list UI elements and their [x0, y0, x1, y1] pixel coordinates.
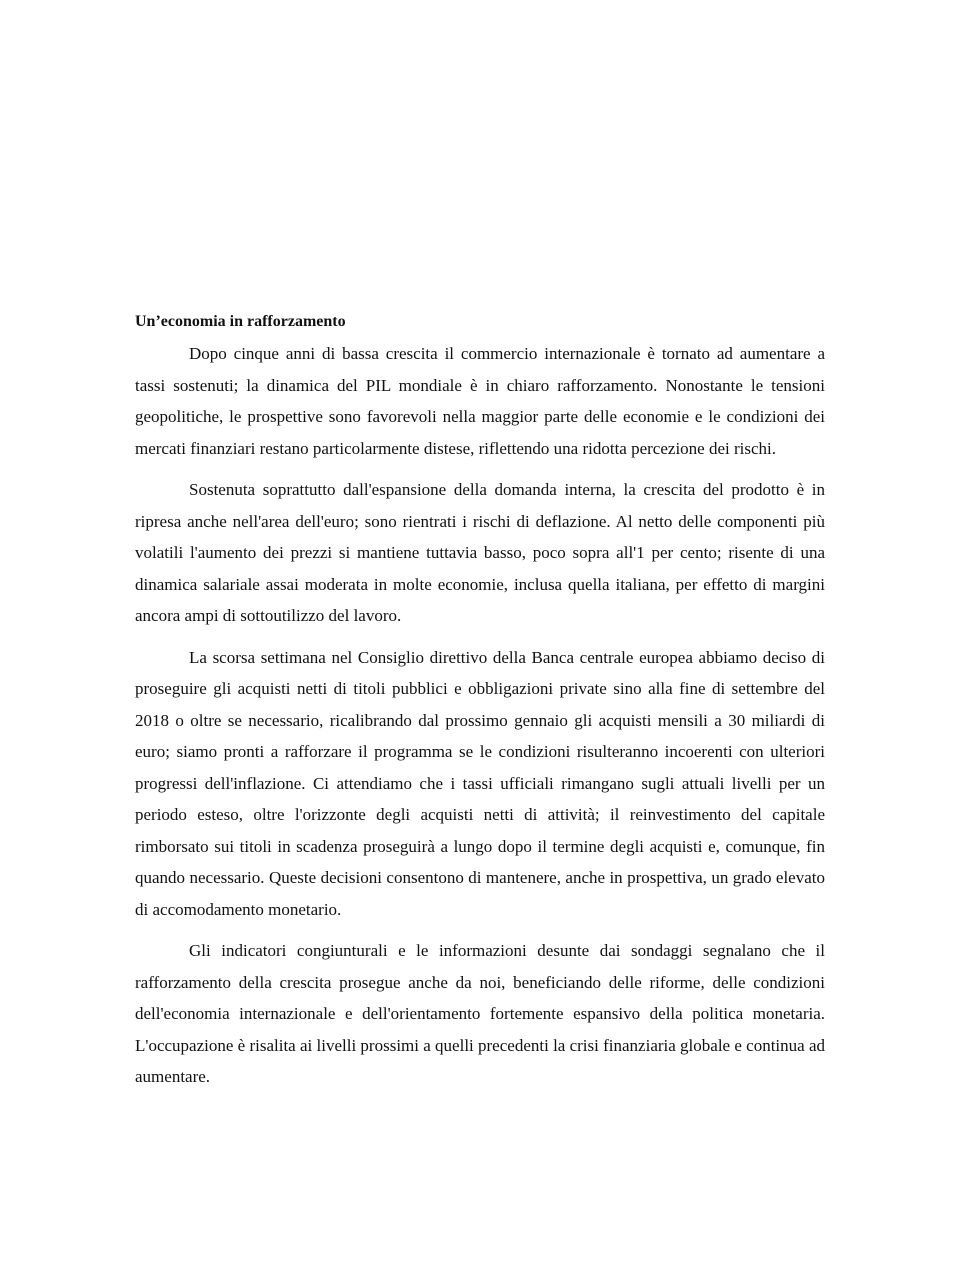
- paragraph-3: La scorsa settimana nel Consiglio direttivo della Banca centrale europea abbiamo deciso di proseguire gli acquisti netti di titoli pubblici e obbligazioni private sino alla fine di settembre del 2018 o oltre se necessario, ricalibrando dal prossimo gennaio gli acquisti mensili a 30 miliardi di euro; siamo pronti a rafforzare il programma se le condizioni risulteranno incoerenti con ulteriori progressi dell'inflazione. Ci attendiamo che i tassi ufficiali rimangano sugli attuali livelli per un periodo esteso, oltre l'orizzonte degli acquisti netti di attività; il reinvestimento del capitale rimborsato sui titoli in scadenza proseguirà a lungo dopo il termine degli acquisti e, comunque, fin quando necessario. Queste decisioni consentono di mantenere, anche in prospettiva, un grado elevato di accomodamento monetario.: [135, 647, 825, 919]
- document-body: [135, 306, 825, 1093]
- paragraph-1: Dopo cinque anni di bassa crescita il commercio internazionale è tornato ad aumentare a tassi sostenuti; la dinamica del PIL mondiale è in chiaro rafforzamento. Nonostante le tensioni geopolitiche, le prospettive sono favorevoli nella maggior parte delle economie e le condizioni dei mercati finanziari restano particolarmente distese, riflettendo una ridotta percezione dei rischi.: [135, 344, 825, 458]
- paragraph-2: Sostenuta soprattutto dall'espansione della domanda interna, la crescita del prodotto è in ripresa anche nell'area dell'euro; sono rientrati i rischi di deflazione. Al netto delle componenti più volatili l'aumento dei prezzi si mantiene tuttavia basso, poco sopra all'1 per cento; risente di una dinamica salariale assai moderata in molte economie, inclusa quella italiana, per effetto di margini ancora ampi di sottoutilizzo del lavoro.: [135, 480, 825, 625]
- paragraph-4: Gli indicatori congiunturali e le informazioni desunte dai sondaggi segnalano che il rafforzamento della crescita prosegue anche da noi, beneficiando delle riforme, delle condizioni dell'economia internazionale e dell'orientamento fortemente espansivo della politica monetaria. L'occupazione è risalita ai livelli prossimi a quelli precedenti la crisi finanziaria globale e continua ad aumentare.: [135, 941, 825, 1086]
- section-heading: Un’economia in rafforzamento: [135, 313, 346, 330]
